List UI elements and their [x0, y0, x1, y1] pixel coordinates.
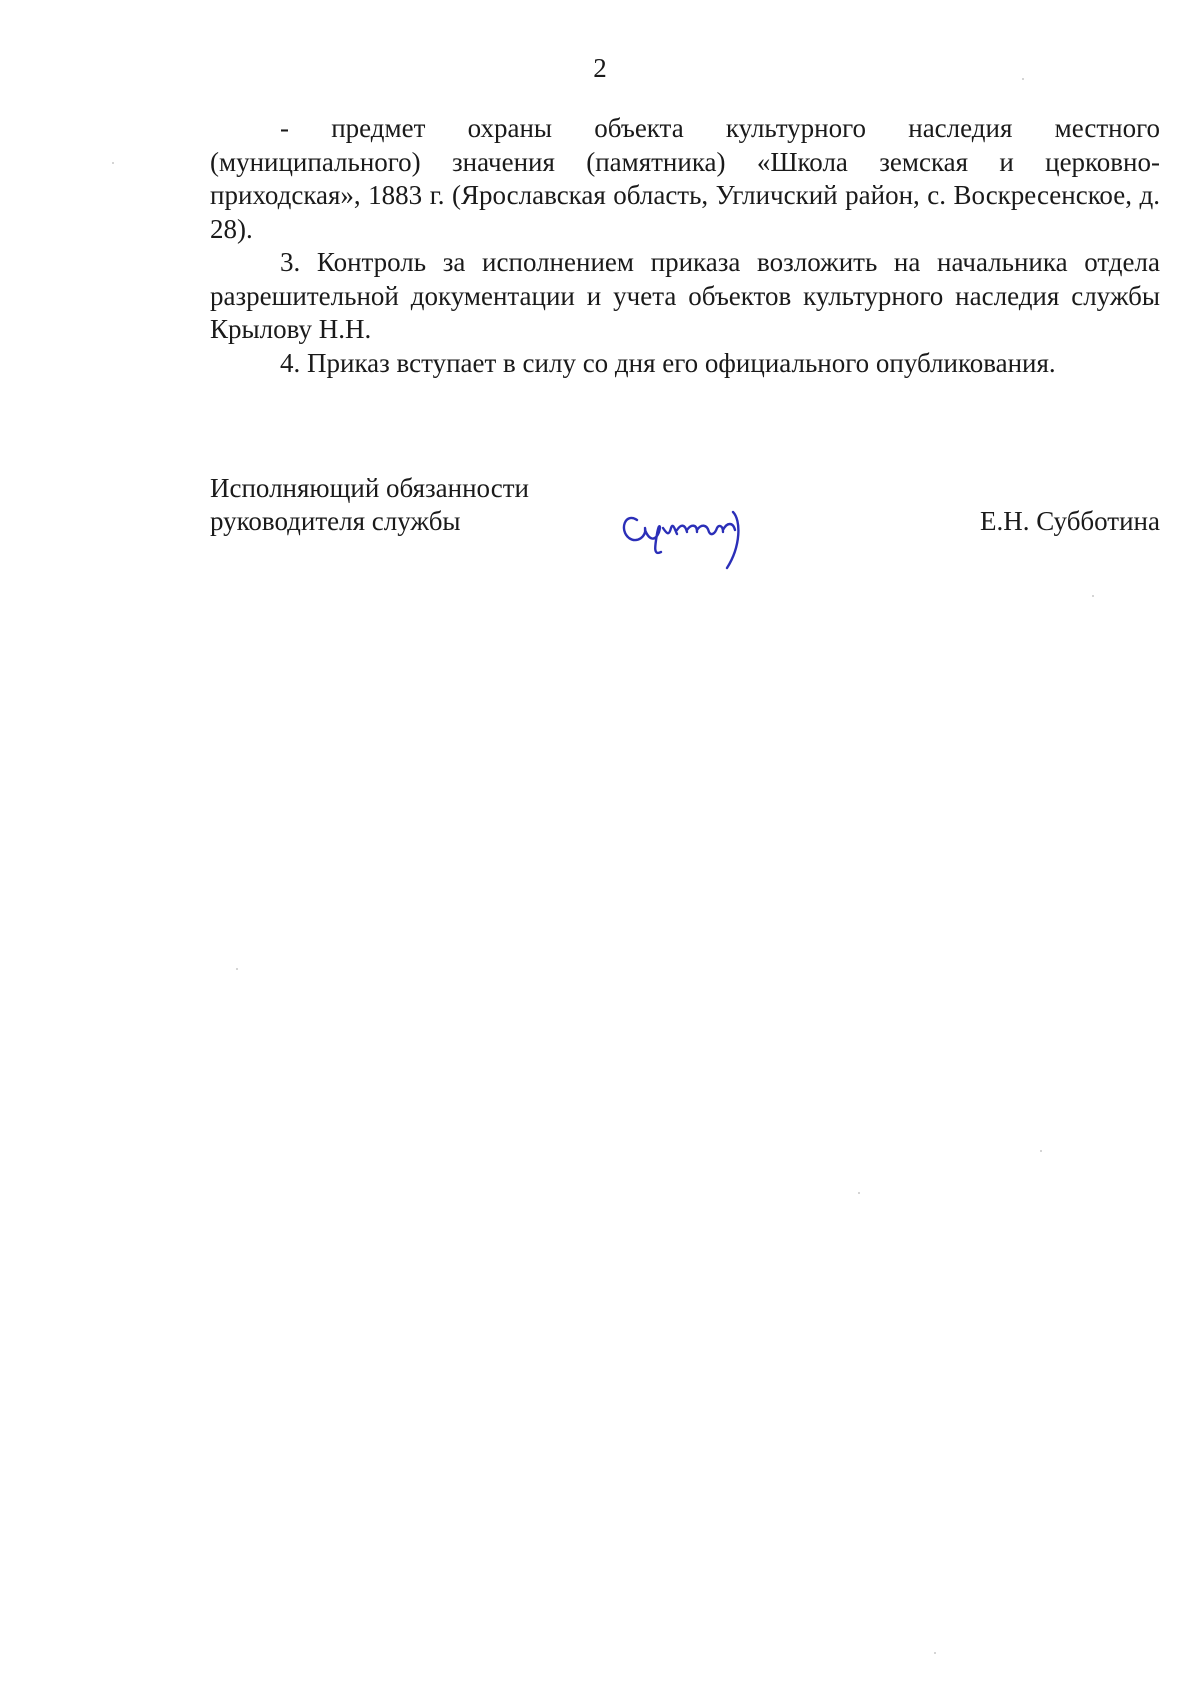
- scan-speck: [236, 968, 238, 970]
- paragraph-control-clause: 3. Контроль за исполнением приказа возложить на начальника отдела разрешительной документации и учета объектов культурного наследия службы Крылову Н.Н.: [210, 247, 1160, 344]
- document-body: [210, 112, 1160, 380]
- scan-speck: [858, 1192, 860, 1194]
- scan-speck: [1092, 595, 1094, 597]
- paragraph-effective-date: 4. Приказ вступает в силу со дня его официального опубликования.: [280, 347, 1056, 378]
- signatory-role-line-1: Исполняющий обязанности: [210, 473, 529, 503]
- scan-speck: [1040, 1150, 1042, 1152]
- signatory-name: Е.Н. Субботина: [979, 506, 1160, 536]
- scan-speck: [934, 1652, 936, 1654]
- signature-block: [210, 472, 1160, 582]
- scan-speck: [112, 162, 114, 164]
- handwritten-signature: [615, 490, 765, 580]
- signatory-role-line-2: руководителя службы: [210, 506, 461, 536]
- paragraph-protection-subject: - предмет охраны объекта культурного наследия местного (муниципального) значения (памятника) «Школа земская и церковно-приходская», 1883 г. (Ярославская область, Угличский район, с. Воскресенское, д. 28).: [210, 113, 1160, 244]
- signatory-role: [210, 472, 570, 538]
- page-number: 2: [593, 53, 607, 83]
- scan-speck: [1022, 78, 1024, 80]
